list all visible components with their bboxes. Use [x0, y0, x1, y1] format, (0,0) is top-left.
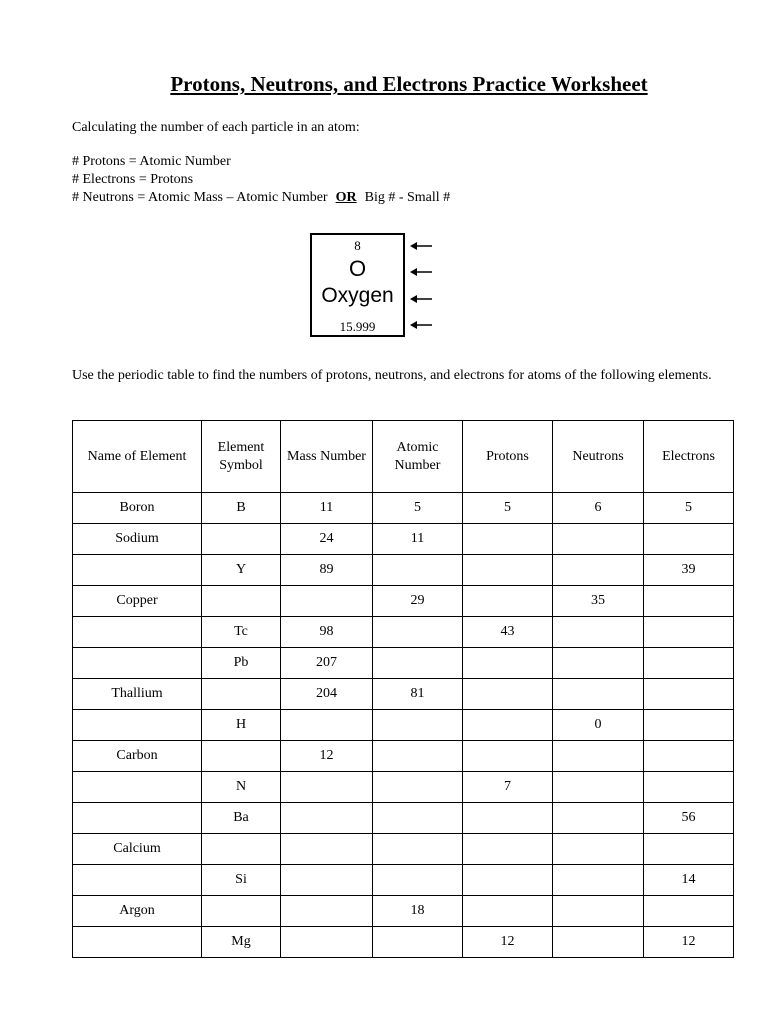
cell-protons[interactable] — [463, 741, 553, 772]
cell-electrons[interactable]: 12 — [644, 927, 734, 958]
cell-electrons[interactable] — [644, 648, 734, 679]
element-symbol: O — [348, 256, 367, 281]
cell-name[interactable]: Calcium — [73, 834, 202, 865]
cell-atomic-number[interactable] — [373, 803, 463, 834]
cell-mass-number[interactable] — [281, 772, 373, 803]
cell-mass-number[interactable] — [281, 896, 373, 927]
page-title: Protons, Neutrons, and Electrons Practice Worksheet — [170, 72, 648, 96]
cell-mass-number[interactable] — [281, 834, 373, 865]
cell-name[interactable] — [73, 710, 202, 741]
cell-protons[interactable] — [463, 679, 553, 710]
cell-symbol[interactable]: Tc — [202, 617, 281, 648]
cell-mass-number[interactable]: 11 — [281, 493, 373, 524]
table-row — [73, 555, 734, 586]
table-body — [73, 493, 734, 958]
cell-symbol[interactable]: Ba — [202, 803, 281, 834]
cell-protons[interactable] — [463, 896, 553, 927]
table-row — [73, 834, 734, 865]
rule-protons: # Protons = Atomic Number — [72, 154, 231, 169]
col-header-mass: Mass Number — [281, 421, 373, 493]
cell-protons[interactable] — [463, 555, 553, 586]
cell-symbol[interactable] — [202, 834, 281, 865]
cell-symbol[interactable]: Pb — [202, 648, 281, 679]
cell-protons[interactable] — [463, 803, 553, 834]
cell-atomic-number[interactable] — [373, 927, 463, 958]
cell-neutrons[interactable]: 35 — [553, 586, 644, 617]
cell-name[interactable] — [73, 555, 202, 586]
table-row — [73, 648, 734, 679]
table-row — [73, 803, 734, 834]
rule-electrons: # Electrons = Protons — [72, 172, 194, 187]
cell-atomic-number[interactable] — [373, 555, 463, 586]
cell-mass-number[interactable] — [281, 586, 373, 617]
cell-neutrons[interactable] — [553, 834, 644, 865]
cell-neutrons[interactable] — [553, 617, 644, 648]
rule-neutrons-prefix: # Neutrons = Atomic Mass – Atomic Number — [72, 190, 328, 205]
table-row — [73, 617, 734, 648]
cell-atomic-number[interactable]: 18 — [373, 896, 463, 927]
rule-or: OR — [335, 190, 357, 205]
cell-symbol[interactable] — [202, 896, 281, 927]
element-atomic-number: 8 — [354, 238, 361, 253]
cell-protons[interactable] — [463, 834, 553, 865]
arrow-left-icon — [410, 320, 432, 330]
cell-atomic-number[interactable] — [373, 710, 463, 741]
cell-mass-number[interactable]: 89 — [281, 555, 373, 586]
cell-name[interactable] — [73, 617, 202, 648]
cell-protons[interactable] — [463, 710, 553, 741]
cell-mass-number[interactable] — [281, 927, 373, 958]
cell-neutrons[interactable] — [553, 803, 644, 834]
cell-mass-number[interactable] — [281, 865, 373, 896]
cell-electrons[interactable]: 14 — [644, 865, 734, 896]
cell-electrons[interactable] — [644, 524, 734, 555]
cell-neutrons[interactable] — [553, 741, 644, 772]
cell-symbol[interactable] — [202, 586, 281, 617]
cell-atomic-number[interactable] — [373, 772, 463, 803]
cell-atomic-number[interactable]: 11 — [373, 524, 463, 555]
arrow-left-icon — [410, 294, 432, 304]
intro-text: Calculating the number of each particle in an atom: — [72, 120, 360, 135]
cell-electrons[interactable] — [644, 617, 734, 648]
cell-electrons[interactable] — [644, 772, 734, 803]
cell-protons[interactable] — [463, 586, 553, 617]
cell-protons[interactable]: 5 — [463, 493, 553, 524]
cell-symbol[interactable] — [202, 524, 281, 555]
cell-electrons[interactable] — [644, 834, 734, 865]
cell-name[interactable]: Argon — [73, 896, 202, 927]
cell-mass-number[interactable]: 98 — [281, 617, 373, 648]
cell-electrons[interactable]: 39 — [644, 555, 734, 586]
cell-neutrons[interactable] — [553, 896, 644, 927]
cell-atomic-number[interactable] — [373, 648, 463, 679]
cell-symbol[interactable] — [202, 679, 281, 710]
cell-mass-number[interactable]: 204 — [281, 679, 373, 710]
col-header-protons: Protons — [463, 421, 553, 493]
cell-electrons[interactable] — [644, 710, 734, 741]
cell-protons[interactable] — [463, 865, 553, 896]
cell-name[interactable] — [73, 648, 202, 679]
table-row — [73, 772, 734, 803]
table-row — [73, 710, 734, 741]
cell-name[interactable] — [73, 865, 202, 896]
rule-neutrons-suffix: Big # - Small # — [364, 190, 451, 205]
col-header-electrons: Electrons — [644, 421, 734, 493]
cell-neutrons[interactable] — [553, 772, 644, 803]
cell-name[interactable]: Sodium — [73, 524, 202, 555]
instructions-text: Use the periodic table to find the numbers of protons, neutrons, and electrons for atoms of the following elements. — [72, 368, 712, 383]
cell-neutrons[interactable] — [553, 555, 644, 586]
col-header-name: Name of Element — [73, 421, 202, 493]
cell-electrons[interactable] — [644, 741, 734, 772]
table-row — [73, 896, 734, 927]
cell-mass-number[interactable] — [281, 710, 373, 741]
cell-name[interactable]: Carbon — [73, 741, 202, 772]
cell-protons[interactable]: 12 — [463, 927, 553, 958]
cell-mass-number[interactable]: 207 — [281, 648, 373, 679]
arrow-left-icon — [410, 267, 432, 277]
cell-electrons[interactable] — [644, 586, 734, 617]
cell-symbol[interactable]: Y — [202, 555, 281, 586]
cell-name[interactable] — [73, 803, 202, 834]
table-row — [73, 741, 734, 772]
table-row — [73, 679, 734, 710]
cell-atomic-number[interactable] — [373, 741, 463, 772]
cell-symbol[interactable]: Mg — [202, 927, 281, 958]
table-row — [73, 524, 734, 555]
cell-neutrons[interactable] — [553, 927, 644, 958]
element-name: Oxygen — [321, 284, 394, 307]
cell-neutrons[interactable] — [553, 524, 644, 555]
table-row — [73, 927, 734, 958]
element-atomic-mass: 15.999 — [339, 319, 376, 334]
cell-neutrons[interactable] — [553, 865, 644, 896]
cell-symbol[interactable]: N — [202, 772, 281, 803]
cell-name[interactable]: Thallium — [73, 679, 202, 710]
cell-name[interactable] — [73, 772, 202, 803]
col-header-atomic: Atomic Number — [373, 421, 463, 493]
cell-mass-number[interactable]: 12 — [281, 741, 373, 772]
cell-electrons[interactable] — [644, 679, 734, 710]
cell-neutrons[interactable]: 6 — [553, 493, 644, 524]
cell-name[interactable] — [73, 927, 202, 958]
table-row — [73, 586, 734, 617]
cell-name[interactable]: Copper — [73, 586, 202, 617]
rules-block — [72, 153, 450, 207]
table-row — [73, 493, 734, 524]
cell-atomic-number[interactable] — [373, 834, 463, 865]
col-header-neutrons: Neutrons — [553, 421, 644, 493]
arrow-left-icon — [410, 241, 432, 251]
cell-neutrons[interactable]: 0 — [553, 710, 644, 741]
cell-electrons[interactable]: 56 — [644, 803, 734, 834]
cell-atomic-number[interactable] — [373, 617, 463, 648]
cell-symbol[interactable]: Si — [202, 865, 281, 896]
cell-mass-number[interactable]: 24 — [281, 524, 373, 555]
table-header-row — [73, 421, 734, 493]
elements-table — [72, 420, 734, 958]
cell-name[interactable]: Boron — [73, 493, 202, 524]
cell-mass-number[interactable] — [281, 803, 373, 834]
cell-atomic-number[interactable]: 29 — [373, 586, 463, 617]
element-tile-oxygen — [310, 233, 405, 337]
col-header-symbol: Element Symbol — [202, 421, 281, 493]
cell-atomic-number[interactable]: 81 — [373, 679, 463, 710]
cell-protons[interactable] — [463, 524, 553, 555]
cell-electrons[interactable] — [644, 896, 734, 927]
cell-electrons[interactable]: 5 — [644, 493, 734, 524]
cell-symbol[interactable] — [202, 741, 281, 772]
cell-symbol[interactable]: H — [202, 710, 281, 741]
table-row — [73, 865, 734, 896]
cell-symbol[interactable]: B — [202, 493, 281, 524]
cell-protons[interactable]: 7 — [463, 772, 553, 803]
cell-neutrons[interactable] — [553, 679, 644, 710]
cell-atomic-number[interactable]: 5 — [373, 493, 463, 524]
rule-neutrons — [72, 189, 450, 207]
cell-protons[interactable] — [463, 648, 553, 679]
cell-protons[interactable]: 43 — [463, 617, 553, 648]
cell-atomic-number[interactable] — [373, 865, 463, 896]
cell-neutrons[interactable] — [553, 648, 644, 679]
